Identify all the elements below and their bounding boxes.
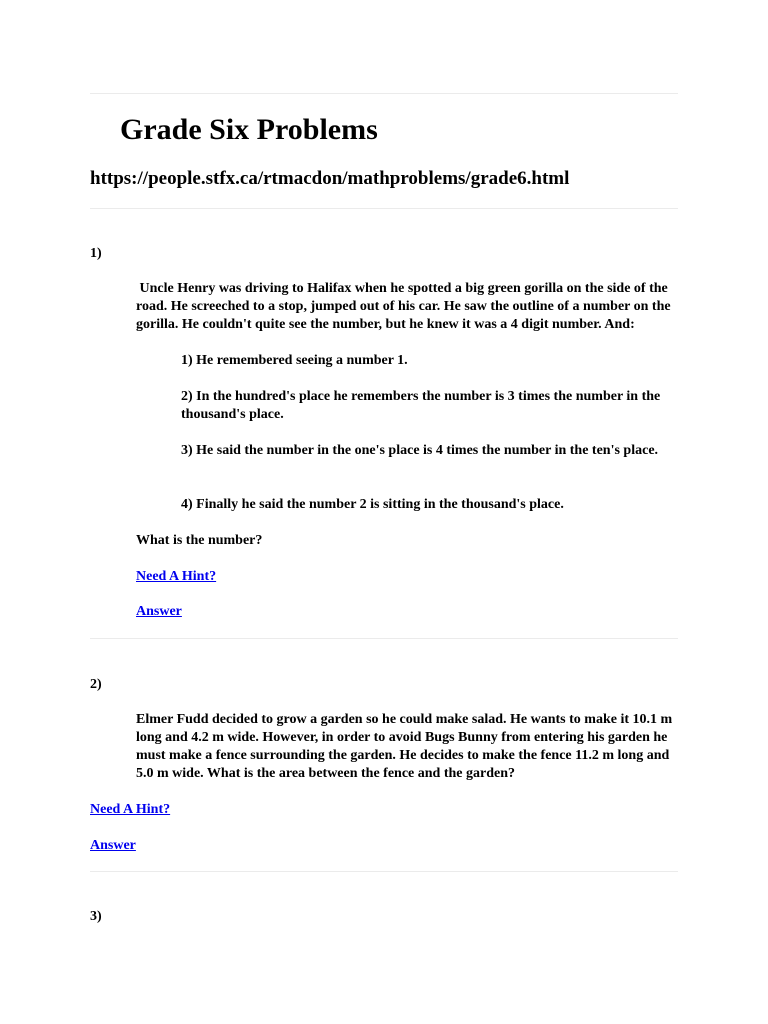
source-url: https://people.stfx.ca/rtmacdon/mathproblems/grade6.html: [90, 168, 570, 189]
problem-1-number: 1): [90, 246, 102, 261]
problem-2-answer-link[interactable]: Answer: [90, 838, 136, 853]
problem-1-clue-2: 2) In the hundred's place he remembers the number is 3 times the number in the thousand's place.: [181, 389, 661, 422]
problem-3-number: 3): [90, 909, 102, 924]
problem-1-clue-1: 1) He remembered seeing a number 1.: [181, 353, 408, 368]
problem-1-clue-4: 4) Finally he said the number 2 is sitting in the thousand's place.: [181, 497, 564, 512]
top-divider: [90, 93, 678, 94]
problem-2-intro: Elmer Fudd decided to grow a garden so he could make salad. He wants to make it 10.1 m long and 4.2 m wide. However, in order to avoid Bugs Bunny from entering his garden he must make a fence surrounding the garden. He decides to make the fence 11.2 m long and 5.0 m wide. What is the area between the fence and the garden?: [136, 712, 673, 781]
header-divider: [90, 208, 678, 209]
problem-2-hint-link[interactable]: Need A Hint?: [90, 802, 171, 817]
problem-1-divider: [90, 638, 678, 639]
page-title: Grade Six Problems: [120, 113, 378, 146]
problem-1-intro: Uncle Henry was driving to Halifax when he spotted a big green gorilla on the side of the road. He screeched to a stop, jumped out of his car. He saw the outline of a number on the gorilla. He couldn't quite see the number, but he knew it was a 4 digit number. And:: [136, 281, 675, 332]
problem-2-number: 2): [90, 677, 102, 692]
problem-1-clue-3: 3) He said the number in the one's place is 4 times the number in the ten's place.: [181, 443, 659, 458]
problem-1-answer-link[interactable]: Answer: [136, 604, 182, 619]
problem-1-hint-link[interactable]: Need A Hint?: [136, 569, 217, 584]
problem-1-question: What is the number?: [136, 533, 263, 548]
problem-2-divider: [90, 871, 678, 872]
